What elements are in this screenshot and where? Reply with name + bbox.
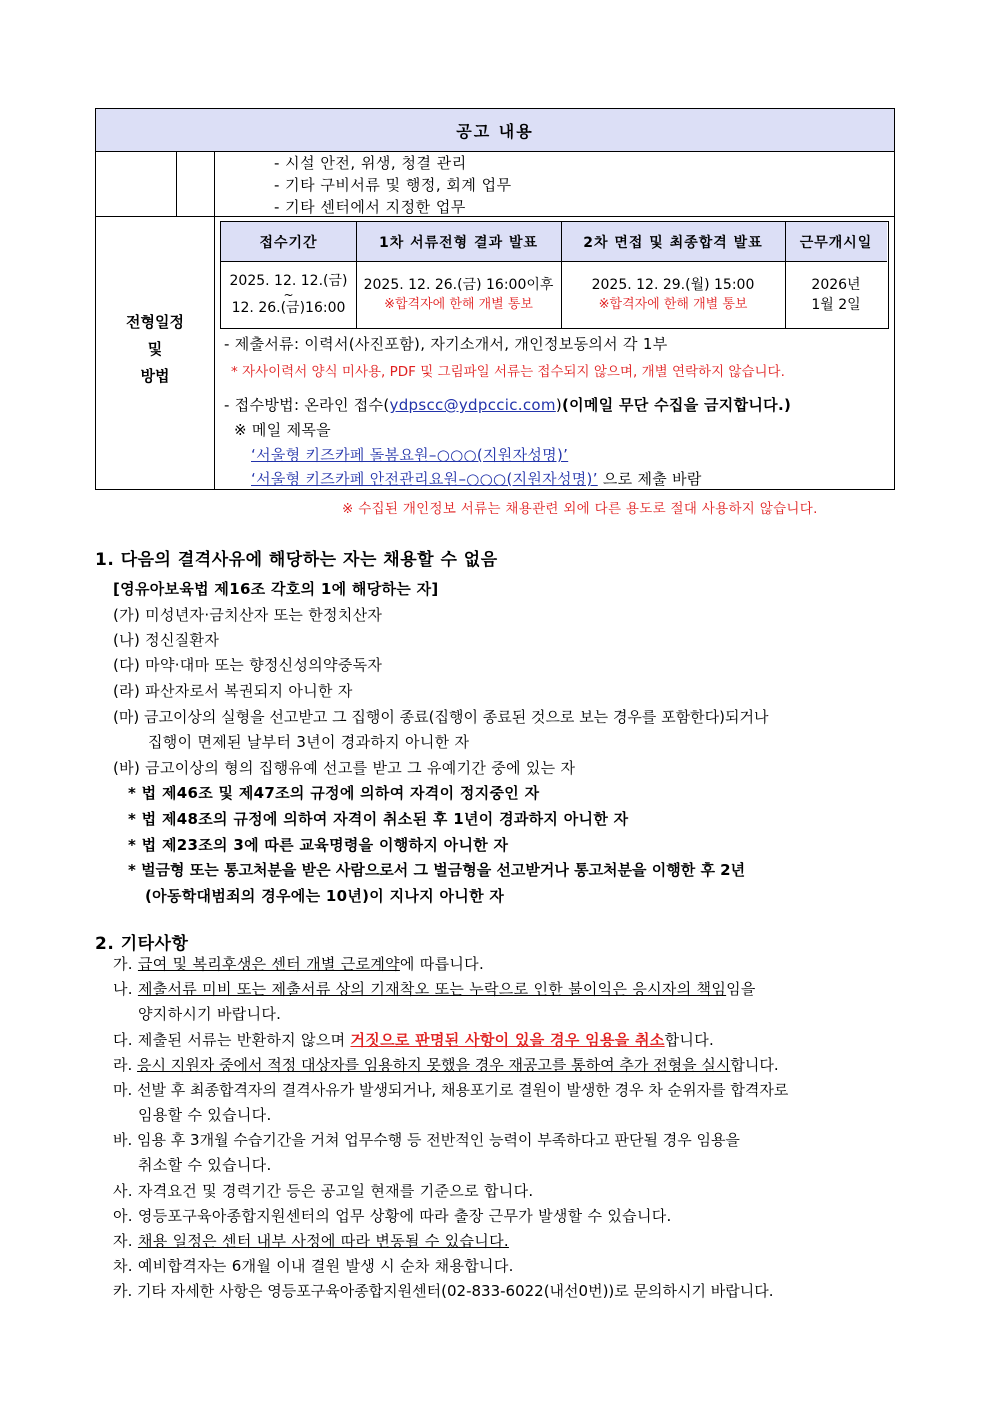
other-item-ma-cont: 임용할 수 있습니다. xyxy=(138,1106,272,1124)
section1-title: 1. 다음의 결격사유에 해당하는 자는 채용할 수 없음 xyxy=(95,550,498,570)
first-result-note: ※합격자에 한해 개별 통보 xyxy=(384,297,533,312)
mail-title-label: ※ 메일 제목을 xyxy=(234,421,331,439)
other-item-ba: 바. 임용 후 3개월 수습기간을 거쳐 업무수행 등 전반적인 능력이 부족하다고 판단될 경우 임용을 xyxy=(113,1131,740,1149)
disqualification-bold-item: * 법 제48조의 규정에 의하여 자격이 취소된 후 1년이 경과하지 아니한 자 xyxy=(128,810,629,828)
second-result-note: ※합격자에 한해 개별 통보 xyxy=(598,297,748,312)
disqualification-bold-item: * 법 제23조의 3에 따른 교육명령을 이행하지 아니한 자 xyxy=(128,836,509,854)
divider xyxy=(176,151,177,216)
disqualification-bold-item-cont: (아동학대범죄의 경우에는 10년)이 지나지 아니한 자 xyxy=(145,887,505,905)
mail-title-2-suffix: 으로 제출 바람 xyxy=(597,470,702,488)
schedule-label-line: 및 xyxy=(147,340,163,358)
section2-title: 2. 기타사항 xyxy=(95,934,189,954)
first-result-cell xyxy=(356,262,561,328)
other-item-na xyxy=(113,978,756,999)
task-item: - 시설 안전, 위생, 청결 관리 xyxy=(274,154,467,172)
item-suffix: 에 따릅니다. xyxy=(399,955,485,973)
method-prefix: - 접수방법: 온라인 접수( xyxy=(224,396,390,414)
other-item-na-cont: 양지하시기 바랍니다. xyxy=(138,1005,282,1023)
col-header: 2차 면접 및 최종합격 발표 xyxy=(561,222,785,262)
other-item-ka: 카. 기타 자세한 사항은 영등포구육아종합지원센터(02-833-6022(내선0번))로 문의하시기 바랍니다. xyxy=(113,1282,774,1300)
item-underlined: 채용 일정은 센터 내부 사정에 따라 변동될 수 있습니다. xyxy=(137,1232,509,1250)
privacy-note: ※ 수집된 개인정보 서류는 채용관련 외에 다른 용도로 절대 사용하지 않습니다. xyxy=(342,501,818,517)
col-header: 접수기간 xyxy=(221,222,356,262)
start-date-cell xyxy=(785,262,887,328)
other-item-cha: 차. 예비합격자는 6개월 이내 결원 발생 시 순차 채용합니다. xyxy=(113,1257,514,1275)
other-item-a: 아. 영등포구육아종합지원센터의 업무 상황에 따라 출장 근무가 발생할 수 있습니다. xyxy=(113,1207,672,1225)
item-underlined: 제출서류 미비 또는 제출서류 상의 기재착오 또는 누락으로 인한 불이익은 응시자의 책임 xyxy=(137,980,727,998)
disqualification-item: (바) 금고이상의 형의 집행유예 선고를 받고 그 유예기간 중에 있는 자 xyxy=(113,759,576,777)
disqualification-item: (나) 정신질환자 xyxy=(113,631,220,649)
other-item-da xyxy=(113,1029,714,1050)
item-suffix: 임을 xyxy=(726,980,756,998)
disqualification-item: (라) 파산자로서 복권되지 아니한 자 xyxy=(113,682,353,700)
disqualification-item: (마) 금고이상의 실형을 선고받고 그 집행이 종료(집행이 종료된 것으로 보는 경우를 포함한다)되거나 xyxy=(113,708,769,726)
divider xyxy=(214,151,215,489)
item-prefix: 라. xyxy=(113,1056,138,1074)
item-suffix: 합니다. xyxy=(730,1056,779,1074)
mail-title-1: ‘서울형 키즈카페 돌봄요원–○○○(지원자성명)’ xyxy=(251,446,569,464)
item-prefix: 다. 제출된 서류는 반환하지 않으며 xyxy=(113,1031,351,1049)
notice-header: 공고 내용 xyxy=(96,109,894,152)
item-underlined: 급여 및 복리후생은 센터 개별 근로계약 xyxy=(137,955,400,973)
item-underlined: 응시 지원자 중에서 적정 대상자를 임용하지 못했을 경우 재공고를 통하여 추가 전형을 실시 xyxy=(137,1056,731,1074)
item-highlight: 거짓으로 판명된 사항이 있을 경우 임용을 취소 xyxy=(350,1031,665,1049)
item-suffix: 합니다. xyxy=(664,1031,715,1049)
mail-title-2-line xyxy=(251,468,702,489)
divider xyxy=(96,216,894,217)
schedule-table xyxy=(220,221,889,329)
other-item-sa: 사. 자격요건 및 경력기간 등은 공고일 현재를 기준으로 합니다. xyxy=(113,1182,534,1200)
disqualification-item: (다) 마약·대마 또는 향정신성의약중독자 xyxy=(113,656,383,674)
other-item-ja xyxy=(113,1230,509,1251)
schedule-label xyxy=(96,309,214,390)
second-result-cell xyxy=(561,262,785,328)
period-end: 12. 26.(금)16:00 xyxy=(231,300,346,316)
other-item-ra xyxy=(113,1054,779,1075)
other-item-ba-cont: 취소할 수 있습니다. xyxy=(138,1156,272,1174)
start-year: 2026년 xyxy=(811,277,861,293)
item-prefix: 나. xyxy=(113,980,138,998)
period-tilde: ~ xyxy=(283,288,294,302)
docs-line: - 제출서류: 이력서(사진포함), 자기소개서, 개인정보동의서 각 1부 xyxy=(224,335,668,353)
section1-subtitle: [영유아보육법 제16조 각호의 1에 해당하는 자] xyxy=(113,580,439,598)
period-cell xyxy=(221,262,356,328)
disqualification-bold-item: * 벌금형 또는 통고처분을 받은 사람으로서 그 벌금형을 선고받거나 통고처분을 이행한 후 2년 xyxy=(128,861,746,879)
method-suffix: ) xyxy=(555,396,562,414)
task-item: - 기타 구비서류 및 행정, 회계 업무 xyxy=(274,176,512,194)
disqualification-item-cont: 집행이 면제된 날부터 3년이 경과하지 아니한 자 xyxy=(148,733,470,751)
first-result-date: 2025. 12. 26.(금) 16:00이후 xyxy=(363,277,554,293)
other-item-ga xyxy=(113,953,484,974)
mail-title-2: ‘서울형 키즈카페 안전관리요원–○○○(지원자성명)’ xyxy=(251,470,598,488)
period-start: 2025. 12. 12.(금) xyxy=(229,273,348,289)
email-link[interactable]: ydpscc@ydpccic.com xyxy=(389,396,556,414)
start-day: 1월 2일 xyxy=(811,297,861,313)
col-header: 근무개시일 xyxy=(785,222,887,262)
schedule-label-line: 전형일정 xyxy=(126,313,184,331)
schedule-label-line: 방법 xyxy=(140,367,170,385)
other-item-ma: 마. 선발 후 최종합격자의 결격사유가 발생되거나, 채용포기로 결원이 발생한 경우 차 순위자를 합격자로 xyxy=(113,1081,789,1099)
item-prefix: 가. xyxy=(113,955,138,973)
second-result-date: 2025. 12. 29.(월) 15:00 xyxy=(591,277,755,293)
method-line xyxy=(224,394,791,415)
disqualification-item: (가) 미성년자·금치산자 또는 한정치산자 xyxy=(113,606,383,624)
task-item: - 기타 센터에서 지정한 업무 xyxy=(274,198,466,216)
notice-box xyxy=(95,108,895,490)
disqualification-bold-item: * 법 제46조 및 제47조의 규정에 의하여 자격이 정지중인 자 xyxy=(128,784,540,802)
item-prefix: 자. xyxy=(113,1232,138,1250)
col-header: 1차 서류전형 결과 발표 xyxy=(356,222,561,262)
docs-note: * 자사이력서 양식 미사용, PDF 및 그림파일 서류는 접수되지 않으며, 개별 연락하지 않습니다. xyxy=(231,364,785,380)
method-warning: (이메일 무단 수집을 금지합니다.) xyxy=(561,396,792,414)
